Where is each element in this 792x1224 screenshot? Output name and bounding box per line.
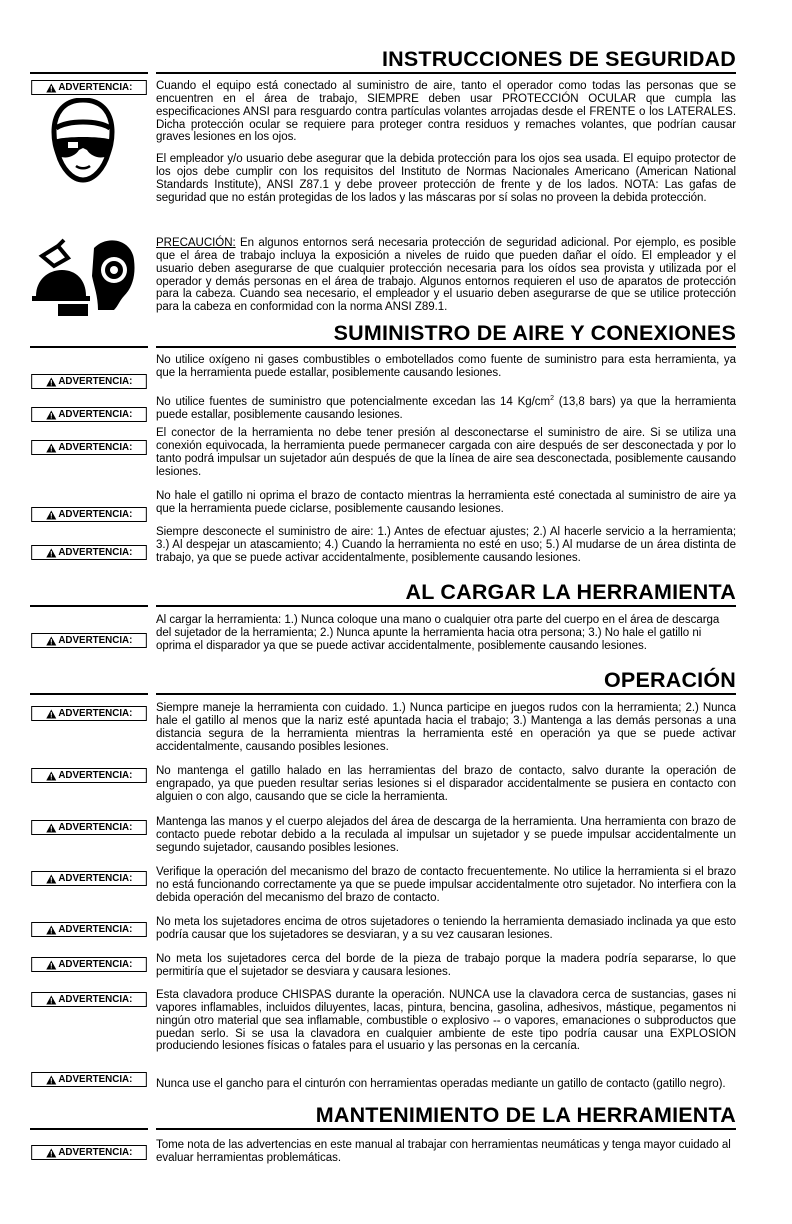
warning-triangle-icon	[46, 83, 57, 93]
warning-oxygen: No utilice oxígeno ni gases combustibles o embotellados como fuente de suministro para esta herramienta, ya que la herramienta puede estallar, posiblemente causando lesiones.	[156, 354, 736, 379]
section-rule-left	[30, 693, 148, 695]
section-title-aire: SUMINISTRO DE AIRE Y CONEXIONES	[333, 321, 736, 345]
warning-badge-label: ADVERTENCIA:	[58, 442, 133, 453]
warning-triangle-icon	[46, 636, 57, 646]
warning-badge	[31, 957, 147, 972]
warning-badge-label: ADVERTENCIA:	[58, 873, 133, 884]
warning-triangle-icon	[46, 510, 57, 520]
warning-badge-label: ADVERTENCIA:	[58, 409, 133, 420]
warning-triangle-icon	[46, 548, 57, 558]
precaucion-text: En algunos entornos será necesaria protección de seguridad adicional. Por ejemplo, es posible que el área de trabajo incluya la exposición a niveles de ruido que pueden dañar el oído. El empleador y el usuario deben asegurarse de que cualquier protección necesaria para los oídos sea provista y utilizada por el operador y demás personas en el área de trabajo. Algunos entornos requieren el uso de aparatos de protección para la cabeza. Cuando sea necesario, el empleador y el usuario deben asegurarse de que se utilice protección para la cabeza en conformidad con la norma ANSI Z89.1.	[156, 237, 736, 314]
section-title-operacion: OPERACIÓN	[603, 668, 736, 692]
warning-badge	[31, 706, 147, 721]
warning-badge	[31, 507, 147, 522]
warning-triangle-icon	[46, 823, 57, 833]
warning-badge-label: ADVERTENCIA:	[58, 959, 133, 970]
warning-triangle-icon	[46, 925, 57, 935]
warning-badge-label: ADVERTENCIA:	[58, 770, 133, 781]
section-rule	[156, 72, 736, 74]
warning-loading: Al cargar la herramienta: 1.) Nunca coloque una mano o cualquier otra parte del cuerpo en el área de descarga del sujetador de la herramienta; 2.) Nunca apunte la herramienta hacia otra persona; 3.) No hale el gatillo ni oprima el disparador ya que se puede activar accidentalmente, posiblemente causando lesiones.	[156, 614, 720, 652]
section-rule-left	[30, 605, 148, 607]
warning-badge-label: ADVERTENCIA:	[58, 376, 133, 387]
warning-triangle-icon	[46, 410, 57, 420]
warning-connector: El conector de la herramienta no debe tener presión al desconectarse el suministro de aire. Si se utiliza una conexión equivocada, la herramienta puede permanecer cargada con aire después de ser desconectada y por lo tanto podrá impulsar un sujetador aún después de que la línea de aire sea desconectada, posiblemente causando lesiones.	[156, 427, 736, 478]
warning-badge	[31, 545, 147, 560]
hearing-head-protection-icon	[28, 236, 138, 318]
warning-hands-away: Mantenga las manos y el cuerpo alejados del área de descarga de la herramienta. Una herramienta con brazo de contacto puede rebotar debido a la reculada al impulsar un sujetador y se puede impulsar accidentalmente un segundo sujetador, causando posibles lesiones.	[156, 816, 736, 854]
warning-badge	[31, 922, 147, 937]
warning-maintenance: Tome nota de las advertencias en este manual al trabajar con herramientas neumáticas y tenga mayor cuidado al evaluar herramientas problemáticas.	[156, 1139, 731, 1164]
warning-triangle-icon	[46, 874, 57, 884]
warning-triangle-icon	[46, 377, 57, 387]
warning-triangle-icon	[46, 995, 57, 1005]
warning-belt-hook: Nunca use el gancho para el cinturón con herramientas operadas mediante un gatillo de contacto (gatillo negro).	[156, 1078, 726, 1090]
section-title-cargar: AL CARGAR LA HERRAMIENTA	[405, 580, 736, 604]
warning-triangle-icon	[46, 443, 57, 453]
warning-badge-label: ADVERTENCIA:	[58, 708, 133, 719]
warning-triangle-icon	[46, 709, 57, 719]
warning-contact-arm: Verifique la operación del mecanismo del brazo de contacto frecuentemente. No utilice la herramienta si el brazo no está funcionando correctamente ya que se puede impulsar accidentalmente otro sujetador. No interfiera con la debida operación del mecanismo del brazo de contacto.	[156, 866, 736, 904]
warning-badge	[31, 440, 147, 455]
warning-triangle-icon	[46, 1148, 57, 1158]
warning-badge	[31, 1072, 147, 1087]
pressure-superscript: 2	[550, 395, 554, 402]
warning-badge	[31, 768, 147, 783]
warning-disconnect: Siempre desconecte el suministro de aire: 1.) Antes de efectuar ajustes; 2.) Al hacerle servicio a la herramienta; 3.) Al despejar un atascamiento; 4.) Cuando la herramienta no esté en uso; 5.) Al mudarse de un área distinta de trabajo, ya que se puede activar accidentalmente, posiblemente causando lesiones.	[156, 526, 736, 564]
section-rule	[156, 346, 736, 348]
section-title-mantenimiento: MANTENIMIENTO DE LA HERRAMIENTA	[315, 1103, 736, 1127]
pressure-text-a: No utilice fuentes de suministro que potencialmente excedan las 14 Kg/cm	[156, 395, 551, 408]
warning-badge-label: ADVERTENCIA:	[58, 822, 133, 833]
warning-trigger: No hale el gatillo ni oprima el brazo de contacto mientras la herramienta esté conectada al suministro de aire ya que la herramienta puede ciclarse, posiblemente causando lesiones.	[156, 490, 736, 515]
warning-badge	[31, 80, 147, 95]
section-rule-left	[30, 72, 148, 74]
paragraph-precaucion	[156, 237, 736, 314]
warning-badge-label: ADVERTENCIA:	[58, 509, 133, 520]
section-rule-left	[30, 1128, 148, 1130]
warning-hold-trigger: No mantenga el gatillo halado en las herramientas del brazo de contacto, salvo durante la operación de engrapado, ya que pueden resultar serias lesiones si el disparador accidentalmente se pusiera en contacto con alguien o con algo, causando que se cicle la herramienta.	[156, 765, 736, 803]
warning-badge-label: ADVERTENCIA:	[58, 82, 133, 93]
warning-sparks: Esta clavadora produce CHISPAS durante la operación. NUNCA use la clavadora cerca de sustancias, gases ni vapores inflamables, incluidos diluyentes, lacas, pintura, bencina, gasolina, adhesivos, mástique, pegamentos ni ningún otro material que sea inflamable, combustible o explosivo -- o vapores, emanaciones o subproductos que puedan serlo. Si se usa la clavadora en cualquier ambiente de este tipo podría causar una EXPLOSION produciendo lesiones físicas o fatales para el usuario y las personas en la cercanía.	[156, 989, 736, 1053]
warning-triangle-icon	[46, 1075, 57, 1085]
warning-badge-label: ADVERTENCIA:	[58, 635, 133, 646]
warning-badge	[31, 992, 147, 1007]
section-rule	[156, 693, 736, 695]
section-title-seguridad: INSTRUCCIONES DE SEGURIDAD	[381, 47, 736, 71]
warning-badge	[31, 871, 147, 886]
warning-badge	[31, 1145, 147, 1160]
warning-badge-label: ADVERTENCIA:	[58, 1147, 133, 1158]
warning-badge-label: ADVERTENCIA:	[58, 924, 133, 935]
warning-handle-care: Siempre maneje la herramienta con cuidado. 1.) Nunca participe en juegos rudos con la herramienta; 2.) Nunca hale el gatillo al menos que la nariz esté apuntada hacia el trabajo; 3.) Mantenga a las demás personas a una distancia segura de la herramienta mientras la herramienta esté en operación ya que se puede activar accidentalmente, causando posibles lesiones.	[156, 702, 736, 753]
section-rule-left	[30, 346, 148, 348]
warning-badge	[31, 633, 147, 648]
warning-triangle-icon	[46, 771, 57, 781]
warning-edge: No meta los sujetadores cerca del borde de la pieza de trabajo porque la madera podría separarse, lo que permitiría que el sujetador se desviara y causara lesiones.	[156, 953, 736, 978]
warning-badge-label: ADVERTENCIA:	[58, 1074, 133, 1085]
warning-badge	[31, 407, 147, 422]
paragraph-employer-eye: El empleador y/o usuario debe asegurar que la debida protección para los ojos sea usada. El equipo protector de los ojos debe cumplir con los requisitos del Instituto de Normas Nacionales Americano (American National Standards Institute), ANSI Z87.1 y debe proveer protección de frente y de los lados. NOTA: Las gafas de seguridad que no están protegidas de los lados y las máscaras por sí solas no proveen la debida protección.	[156, 153, 736, 204]
warning-stacked-fasteners: No meta los sujetadores encima de otros sujetadores o teniendo la herramienta demasiado inclinada ya que esto podría causar que los sujetadores se desviaran, y a su vez causaran lesiones.	[156, 916, 736, 941]
warning-badge	[31, 820, 147, 835]
paragraph-eye-protection: Cuando el equipo está conectado al suministro de aire, tanto el operador como todas las personas que se encuentren en el área de trabajo, SIEMPRE deben usar PROTECCIÓN OCULAR que cumpla las especificaciones ANSI para resguardo contra partículas volantes arrojadas desde el FRENTE o los LATERALES. Dicha protección ocular se requiere para proteger contra residuos y remaches volantes, que podrían causar graves lesiones en los ojos.	[156, 80, 736, 144]
pressure-text-b: (13,8 bars) ya que la herramienta puede estallar, posiblemente causando lesiones.	[156, 395, 736, 421]
warning-badge	[31, 374, 147, 389]
warning-badge-label: ADVERTENCIA:	[58, 994, 133, 1005]
section-rule	[156, 605, 736, 607]
warning-triangle-icon	[46, 960, 57, 970]
safety-glasses-icon	[48, 98, 118, 186]
warning-pressure	[156, 393, 736, 422]
warning-badge-label: ADVERTENCIA:	[58, 547, 133, 558]
section-rule	[156, 1128, 736, 1130]
precaucion-label: PRECAUCIÓN:	[156, 237, 236, 249]
